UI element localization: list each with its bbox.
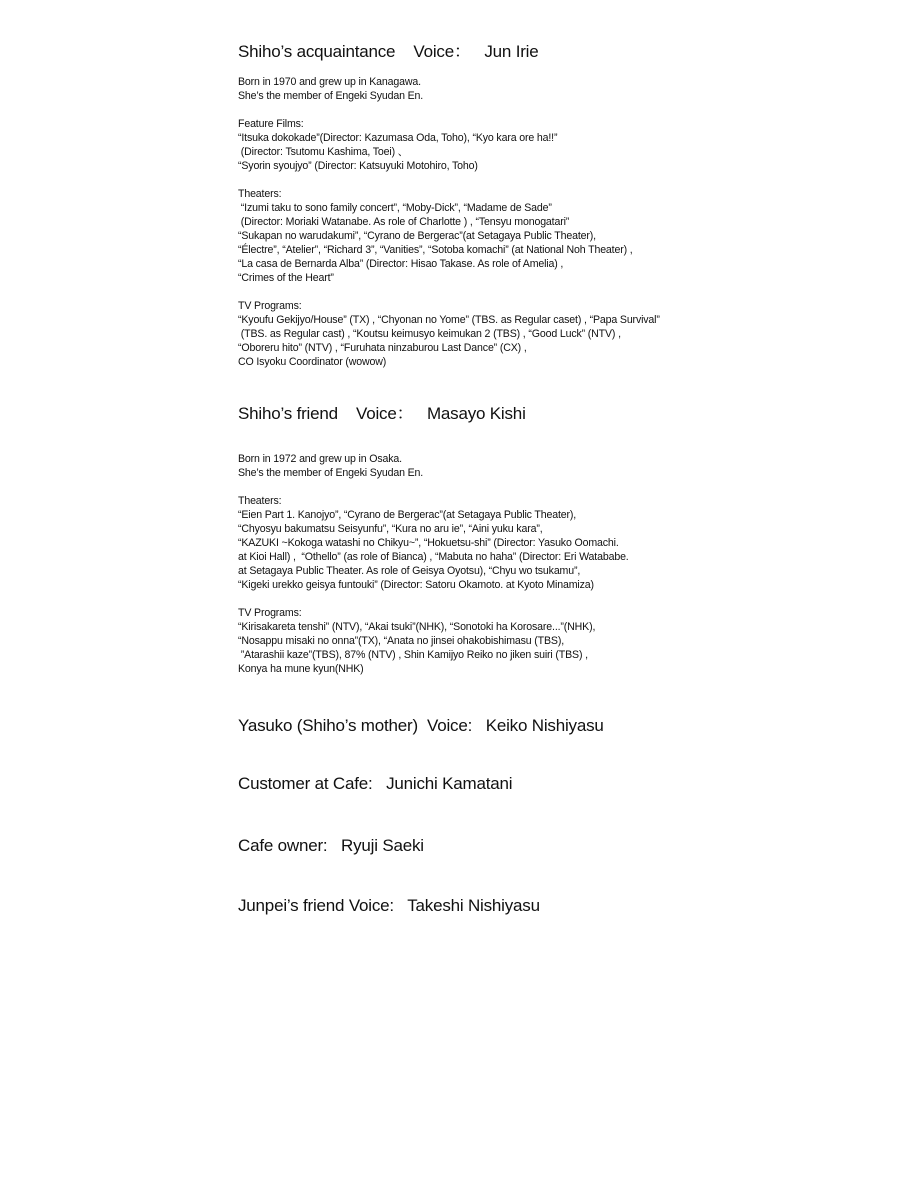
tv-line: “Oboreru hito” (NTV) , “Furuhata ninzaburou Last Dance” (CX) ,: [238, 342, 527, 354]
theater-line: “Électre”, “Atelier”, “Richard 3”, “Vanities”, “Sotoba komachi” (at National Noh Theater) ,: [238, 244, 633, 256]
theater-line: “KAZUKI ~Kokoga watashi no Chikyu~”, “Hokuetsu-shi” (Director: Yasuko Oomachi.: [238, 537, 619, 549]
film-line: “Syorin syoujyo” (Director: Katsuyuki Motohiro, Toho): [238, 160, 478, 172]
credit-junpei-friend: Junpei’s friend Voice: Takeshi Nishiyasu: [238, 896, 540, 915]
tv-label: TV Programs:: [238, 300, 302, 312]
bio-line: She’s the member of Engeki Syudan En.: [238, 90, 424, 102]
films-label: Feature Films:: [238, 118, 304, 130]
credit-cafe-owner: Cafe owner: Ryuji Saeki: [238, 836, 424, 855]
tv-line: “Nosappu misaki no onna”(TX), “Anata no jinsei ohakobishimasu (TBS),: [238, 635, 565, 647]
tv-line: “Kirisakareta tenshi” (NTV), “Akai tsuki”(NHK), “Sonotoki ha Korosare...”(NHK),: [238, 621, 596, 633]
theater-line: “Kigeki urekko geisya funtouki” (Director: Satoru Okamoto. at Kyoto Minamiza): [238, 579, 594, 591]
credit-cafe-customer: Customer at Cafe: Junichi Kamatani: [238, 774, 513, 793]
friend-profile: [238, 452, 858, 676]
theater-line: “Izumi taku to sono family concert”, “Moby-Dick”, “Madame de Sade”: [238, 202, 552, 214]
film-line: (Director: Tsutomu Kashima, Toei) 、: [238, 146, 409, 158]
theater-line: “Eien Part 1. Kanojyo”, “Cyrano de Bergerac”(at Setagaya Public Theater),: [238, 509, 577, 521]
tv-line: ”Atarashii kaze”(TBS), 87% (NTV) , Shin Kamijyo Reiko no jiken suiri (TBS) ,: [238, 649, 588, 661]
tv-line: (TBS. as Regular cast) , “Koutsu keimusyo keimukan 2 (TBS) , “Good Luck” (NTV) ,: [238, 328, 621, 340]
theater-line: “Chyosyu bakumatsu Seisyunfu”, “Kura no aru ie”, “Aini yuku kara”,: [238, 523, 543, 535]
tv-line: Konya ha mune kyun(NHK): [238, 663, 364, 675]
theater-line: “Crimes of the Heart”: [238, 272, 334, 284]
tv-label: TV Programs:: [238, 607, 302, 619]
acquaintance-profile: [238, 75, 858, 369]
bio-line: She’s the member of Engeki Syudan En.: [238, 467, 424, 479]
theaters-label: Theaters:: [238, 188, 282, 200]
theaters-label: Theaters:: [238, 495, 282, 507]
tv-line: CO Isyoku Coordinator (wowow): [238, 356, 387, 368]
theater-line: at Kioi Hall) , “Othello” (as role of Bianca) , “Mabuta no haha” (Director: Eri Watababe.: [238, 551, 629, 563]
bio-line: Born in 1972 and grew up in Osaka.: [238, 453, 402, 465]
theater-line: at Setagaya Public Theater. As role of Geisya Oyotsu), “Chyu wo tsukamu”,: [238, 565, 581, 577]
film-line: “Itsuka dokokade”(Director: Kazumasa Oda, Toho), “Kyo kara ore ha!!”: [238, 132, 558, 144]
theater-line: “Sukapan no warudakumi”, “Cyrano de Bergerac”(at Setagaya Public Theater),: [238, 230, 596, 242]
tv-line: “Kyoufu Gekijyo/House” (TX) , “Chyonan no Yome” (TBS. as Regular caset) , “Papa Survival”: [238, 314, 660, 326]
theater-line: (Director: Moriaki Watanabe. As role of Charlotte ) , “Tensyu monogatari”: [238, 216, 570, 228]
credit-mother: Yasuko (Shiho’s mother) Voice: Keiko Nishiyasu: [238, 716, 604, 735]
section-heading-friend: Shiho’s friend Voice： Masayo Kishi: [238, 404, 526, 423]
bio-line: Born in 1970 and grew up in Kanagawa.: [238, 76, 421, 88]
section-heading-acquaintance: Shiho’s acquaintance Voice： Jun Irie: [238, 42, 539, 61]
theater-line: “La casa de Bernarda Alba” (Director: Hisao Takase. As role of Amelia) ,: [238, 258, 564, 270]
